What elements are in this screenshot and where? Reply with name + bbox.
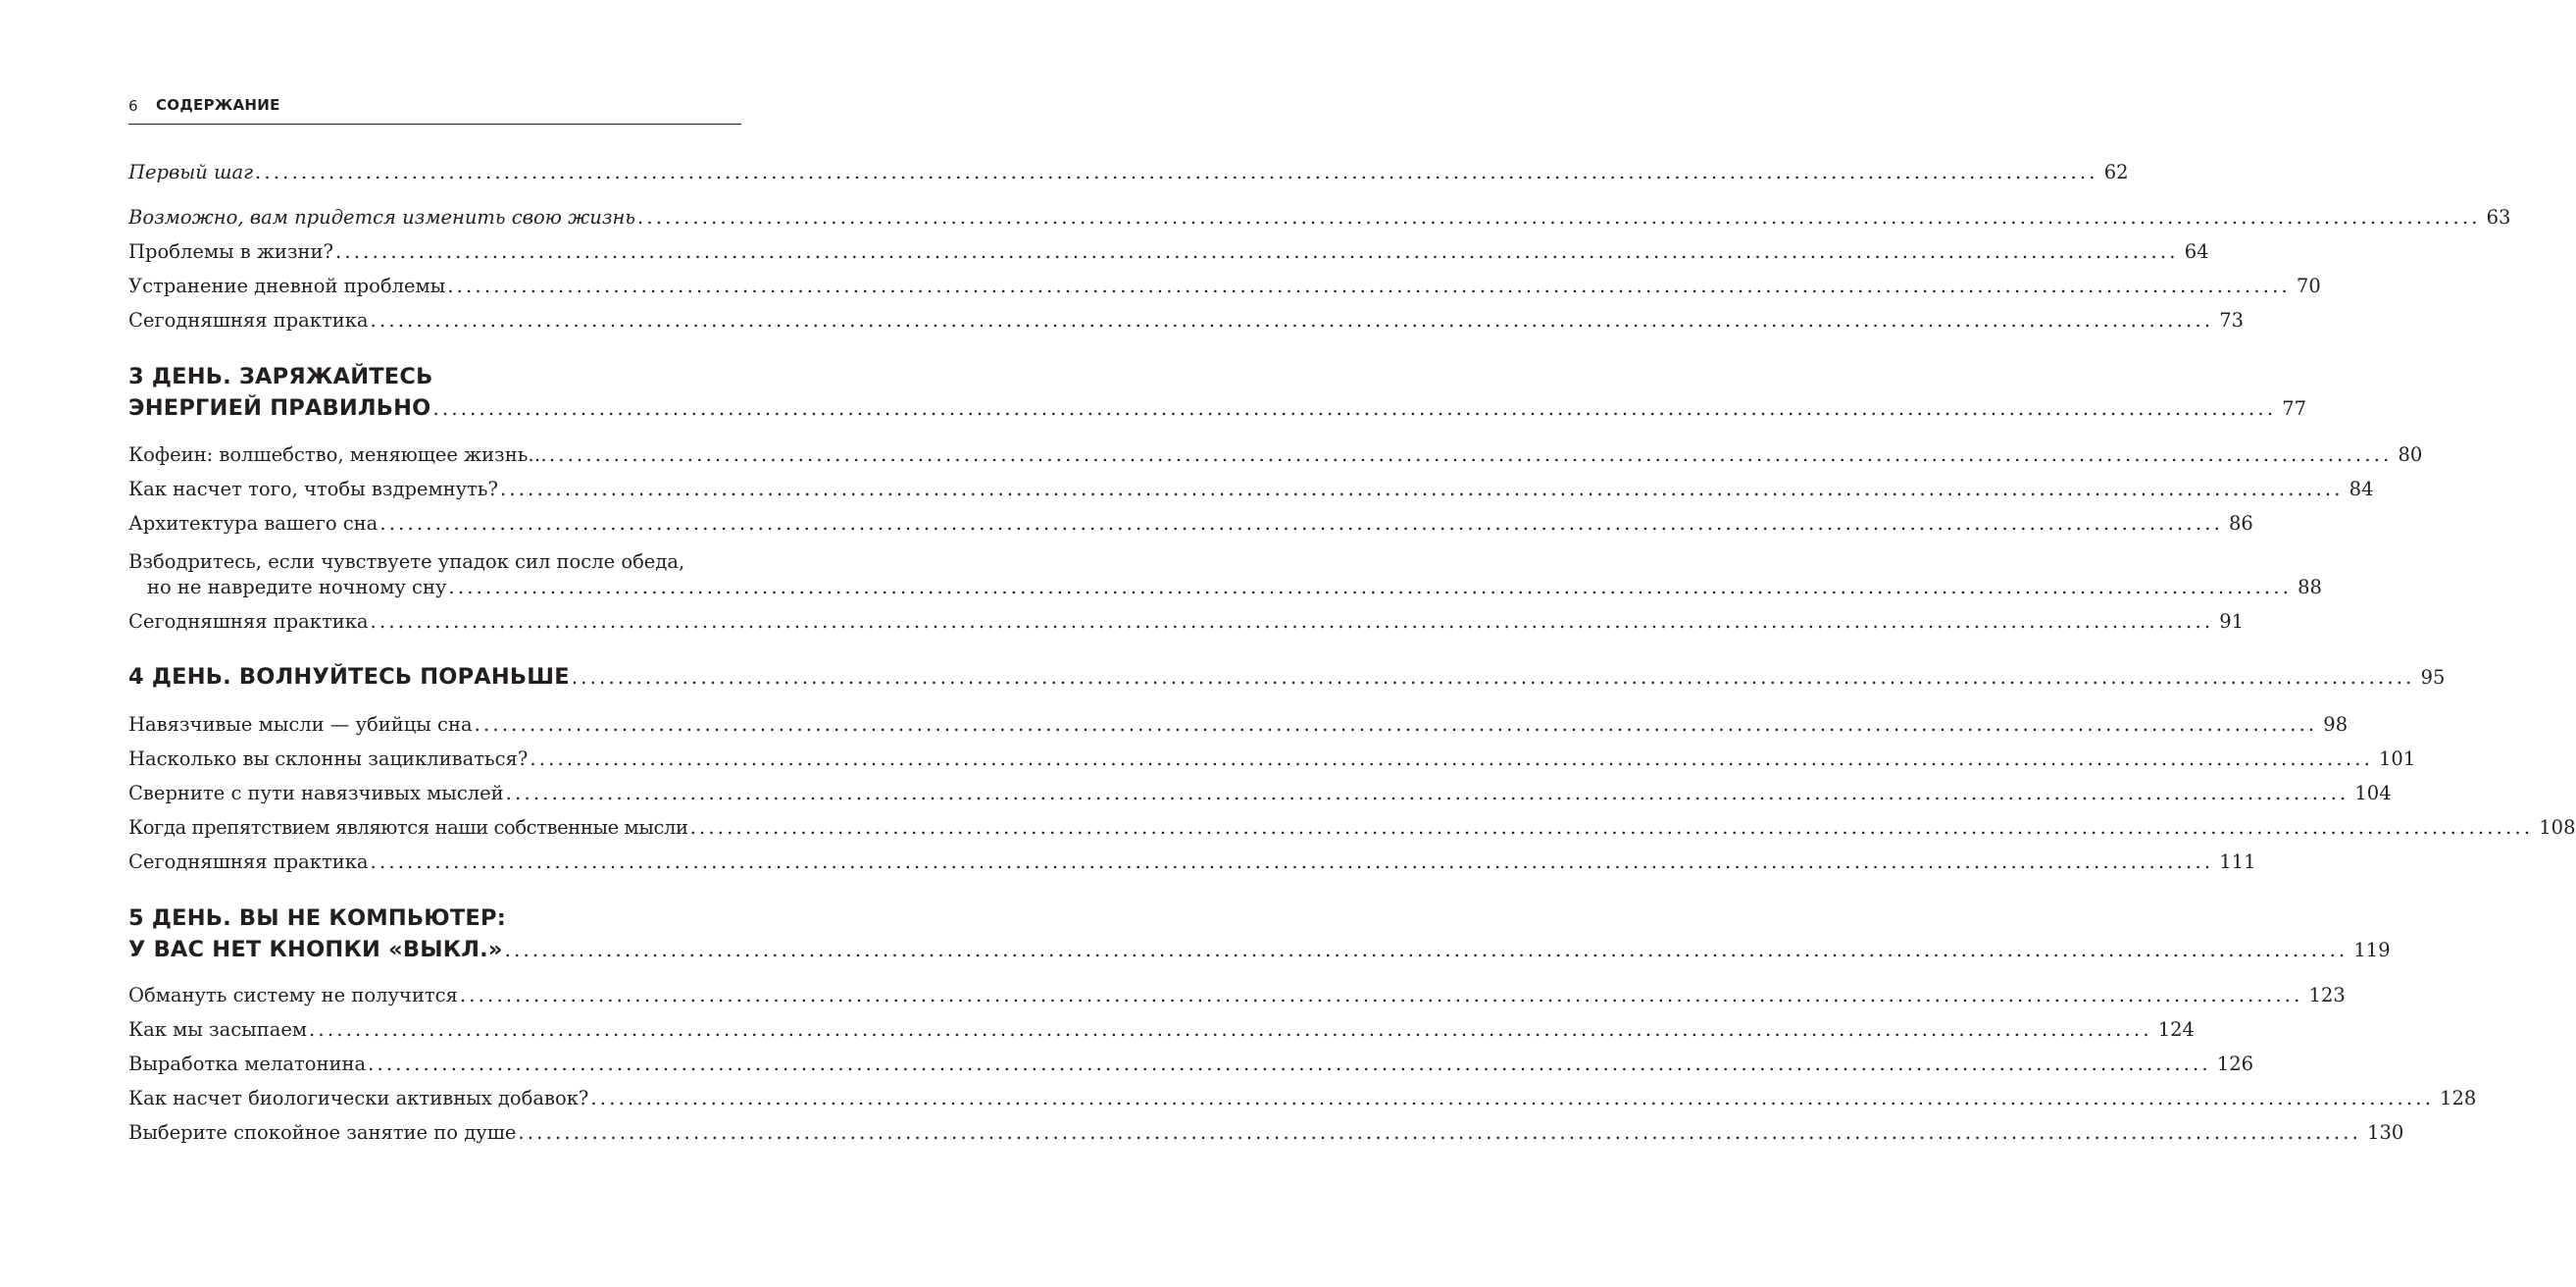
dot-leader: ........................................................................................................................................................................................................ — [448, 576, 2293, 598]
toc-entry-page: 119 — [2353, 939, 2391, 961]
toc-entry-page: 98 — [2323, 713, 2349, 736]
toc-entry-title: Выработка мелатонина — [128, 1053, 367, 1075]
toc-entry — [128, 1018, 2195, 1042]
chapter-title-line: 5 ДЕНЬ. ВЫ НЕ КОМПЬЮТЕР: — [128, 905, 506, 931]
toc-entry-page: 77 — [2282, 397, 2307, 420]
dot-leader: ........................................................................................................................................................................................................ — [370, 309, 2214, 332]
toc-entry — [128, 782, 2392, 805]
toc-entry-page: 130 — [2367, 1121, 2404, 1144]
toc-entry-page: 86 — [2229, 512, 2253, 535]
dot-leader: ........................................................................................................................................................................................................ — [370, 610, 2214, 633]
page-title: СОДЕРЖАНИЕ — [156, 96, 280, 114]
dot-leader: ........................................................................................................................................................................................................ — [590, 1087, 2435, 1109]
toc-entry — [128, 1121, 2404, 1145]
toc-entry-title-line: Взбодритесь, если чувствуете упадок сил после обеда, — [128, 550, 685, 573]
toc-entry-title: Когда препятствием являются наши собственные мысли — [128, 816, 688, 839]
toc-entry-title: Кофеин: волшебство, меняющее жизнь… — [128, 443, 547, 466]
toc-entry — [128, 747, 2416, 771]
dot-leader: ........................................................................................................................................................................................................ — [368, 1053, 2211, 1075]
dot-leader: ........................................................................................................................................................................................................ — [505, 782, 2349, 804]
toc-entry-page: 126 — [2216, 1053, 2254, 1075]
toc-entry-title: Навязчивые мысли — убийцы сна — [128, 713, 473, 736]
toc-entry-page: 88 — [2298, 576, 2322, 598]
toc-chapter-entry — [128, 937, 2391, 962]
toc-entry-page: 111 — [2219, 850, 2256, 873]
dot-leader: ........................................................................................................................................................................................................ — [254, 161, 2098, 183]
toc-entry — [128, 576, 2322, 599]
toc-entry-page: 108 — [2539, 816, 2576, 839]
toc-entry-page: 64 — [2184, 240, 2209, 263]
toc-entry — [128, 206, 2511, 230]
chapter-title: У ВАС НЕТ КНОПКИ «ВЫКЛ.» — [128, 937, 503, 962]
toc-chapter-entry — [128, 664, 2446, 690]
toc-entry — [128, 610, 2245, 634]
dot-leader: ........................................................................................................................................................................................................ — [334, 240, 2179, 263]
toc-entry-title: Насколько вы склонны зацикливаться? — [128, 747, 529, 770]
dot-leader: ........................................................................................................................................................................................................ — [370, 850, 2214, 873]
toc-chapter-entry — [128, 395, 2307, 421]
toc-entry — [128, 1053, 2254, 1076]
dot-leader: ........................................................................................................................................................................................................ — [447, 275, 2291, 297]
toc-entry-title: Архитектура вашего сна — [128, 512, 379, 535]
dot-leader: ........................................................................................................................................................................................................ — [459, 984, 2303, 1006]
dot-leader: ........................................................................................................................................................................................................ — [530, 747, 2374, 770]
toc-entry-title: но не навредите ночному сну — [147, 576, 447, 598]
chapter-title: 4 ДЕНЬ. ВОЛНУЙТЕСЬ ПОРАНЬШЕ — [128, 664, 570, 690]
toc-entry-page: 70 — [2296, 275, 2321, 297]
toc-entry — [128, 275, 2321, 298]
toc-entry-title: Возможно, вам придется изменить свою жизнь — [128, 206, 635, 229]
toc-entry-title: Как мы засыпаем — [128, 1018, 308, 1041]
toc-entry-page: 84 — [2349, 478, 2374, 500]
dot-leader: ........................................................................................................................................................................................................ — [379, 512, 2224, 535]
dot-leader: ........................................................................................................................................................................................................ — [689, 816, 2534, 839]
toc-entry — [128, 478, 2374, 501]
toc-entry-title: Как насчет того, чтобы вздремнуть? — [128, 478, 498, 500]
toc-entry-page: 104 — [2354, 782, 2392, 804]
toc-entry-page: 123 — [2308, 984, 2346, 1006]
toc-entry-title: Устранение дневной проблемы — [128, 275, 446, 297]
toc-entry-page: 91 — [2219, 610, 2245, 633]
dot-leader: ........................................................................................................................................................................................................ — [548, 443, 2393, 466]
chapter-title: ЭНЕРГИЕЙ ПРАВИЛЬНО — [128, 395, 431, 421]
toc-entry-page: 73 — [2219, 309, 2245, 332]
dot-leader: ........................................................................................................................................................................................................ — [636, 206, 2481, 229]
dot-leader: ........................................................................................................................................................................................................ — [474, 713, 2318, 736]
toc-entry-page: 62 — [2103, 161, 2129, 183]
toc-entry — [128, 443, 2423, 467]
toc-entry — [128, 309, 2245, 333]
toc-entry — [128, 816, 2576, 840]
toc-entry-title: Как насчет биологически активных добавок? — [128, 1087, 589, 1109]
toc-entry — [128, 161, 2129, 184]
toc-entry — [128, 512, 2253, 536]
dot-leader: ........................................................................................................................................................................................................ — [499, 478, 2344, 500]
dot-leader: ........................................................................................................................................................................................................ — [432, 397, 2277, 420]
toc-entry-page: 101 — [2379, 747, 2416, 770]
toc-entry-title: Сегодняшняя практика — [128, 309, 369, 332]
toc-entry — [128, 984, 2346, 1007]
toc-entry — [128, 713, 2349, 737]
dot-leader: ........................................................................................................................................................................................................ — [518, 1121, 2362, 1144]
page-header — [128, 94, 741, 125]
toc-entry-title: Сегодняшняя практика — [128, 610, 369, 633]
dot-leader: ........................................................................................................................................................................................................ — [571, 666, 2415, 689]
toc-entry-title: Сверните с пути навязчивых мыслей — [128, 782, 504, 804]
toc-entry — [128, 850, 2256, 874]
dot-leader: ........................................................................................................................................................................................................ — [504, 939, 2349, 961]
toc-entry-title: Обмануть систему не получится — [128, 984, 458, 1006]
toc-entry-page: 124 — [2157, 1018, 2195, 1041]
toc-entry — [128, 240, 2209, 264]
dot-leader: ........................................................................................................................................................................................................ — [309, 1018, 2152, 1041]
toc-entry-page: 63 — [2486, 206, 2511, 229]
toc-entry-title: Выберите спокойное занятие по душе — [128, 1121, 517, 1144]
page-number: 6 — [128, 97, 138, 115]
toc-entry — [128, 1087, 2477, 1110]
toc-entry-title: Сегодняшняя практика — [128, 850, 369, 873]
toc-entry-title: Проблемы в жизни? — [128, 240, 333, 263]
toc-entry-page: 95 — [2420, 666, 2446, 689]
chapter-title-line: 3 ДЕНЬ. ЗАРЯЖАЙТЕСЬ — [128, 364, 433, 389]
toc-entry-page: 80 — [2398, 443, 2423, 466]
toc-entry-page: 128 — [2440, 1087, 2477, 1109]
toc-entry-title: Первый шаг — [128, 161, 253, 183]
